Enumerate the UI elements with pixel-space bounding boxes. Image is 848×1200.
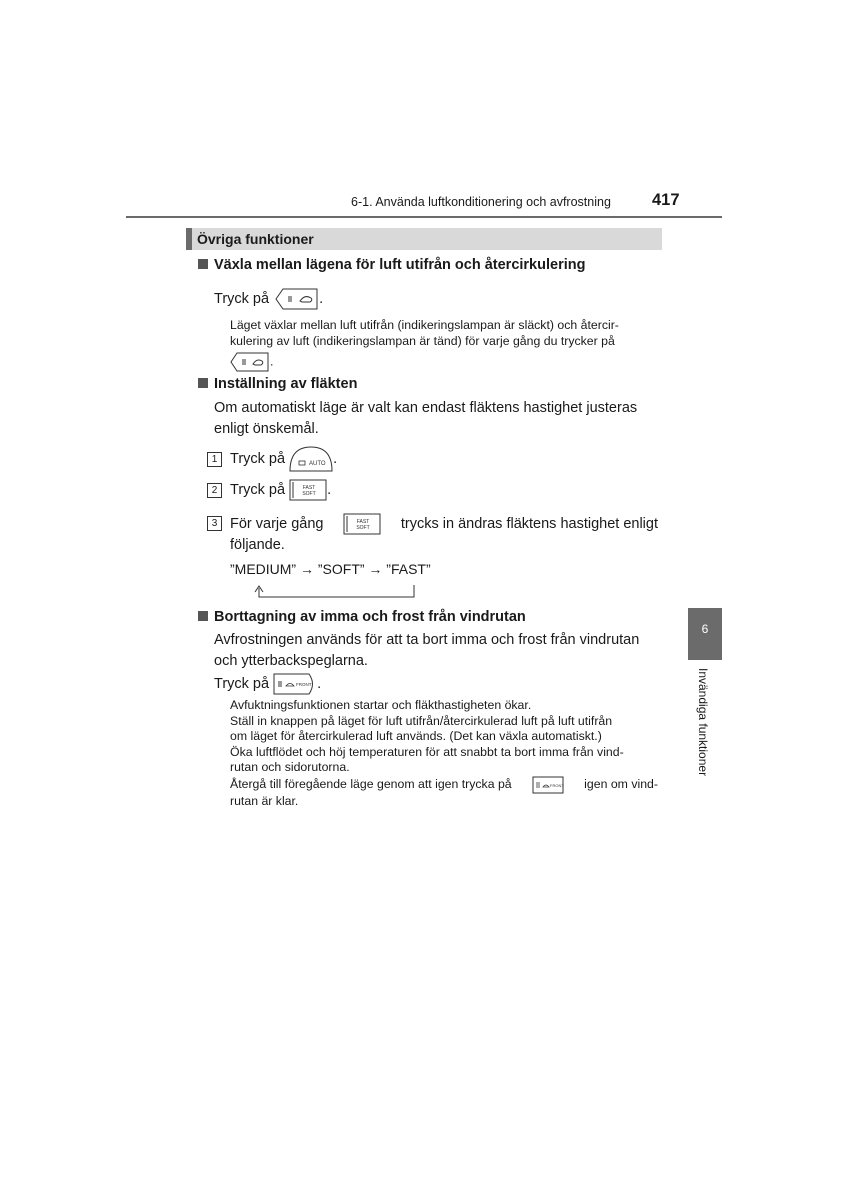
section-heading-bar	[186, 228, 662, 250]
page-number: 417	[652, 191, 680, 209]
defrost-press-line: Tryck på FRONT .	[214, 673, 660, 695]
step-1-text: Tryck på AUTO .	[230, 446, 337, 472]
svg-text:FAST: FAST	[356, 519, 370, 525]
fan-heading: Inställning av fläkten	[198, 376, 357, 392]
step-3-text: För varje gång FAST SOFT trycks in ändras fläktens hastighet enligt följande.	[230, 513, 660, 553]
chapter-title: 6-1. Använda luftkonditionering och avfrostning	[351, 195, 611, 209]
defrost-intro: Avfrostningen används för att ta bort imma och frost från vindrutan och ytterbackspeglarna.	[214, 632, 640, 669]
svg-text:FRONT: FRONT	[549, 782, 564, 788]
recirc-note: Läget växlar mellan luft utifrån (indikeringslampan är släckt) och återcir- kulering av luft (indikeringslampan är tänd) för varje gång du trycker på .	[230, 318, 660, 372]
section-accent	[186, 228, 192, 250]
step-number: 3	[207, 516, 222, 531]
chapter-tab	[688, 608, 722, 660]
fan-speed-button-icon	[343, 513, 381, 535]
svg-text:FRONT: FRONT	[296, 682, 312, 687]
defrost-heading: Borttagning av imma och frost från vindrutan	[198, 609, 526, 625]
recirc-heading: Växla mellan lägena för luft utifrån och återcirkulering	[198, 257, 585, 273]
bullet-square-icon	[198, 259, 208, 269]
front-defrost-button-icon	[273, 673, 317, 695]
bullet-square-icon	[198, 378, 208, 388]
recirc-button-icon	[230, 352, 270, 372]
svg-text:FAST: FAST	[302, 485, 316, 491]
step-2-text: Tryck på FAST SOFT .	[230, 479, 331, 501]
recirc-press-line: Tryck på .	[214, 288, 660, 310]
recirc-button-icon	[275, 288, 319, 310]
step-number: 2	[207, 483, 222, 498]
step-number: 1	[207, 452, 222, 467]
svg-text:SOFT: SOFT	[302, 491, 316, 497]
svg-text:AUTO: AUTO	[309, 461, 326, 467]
front-defrost-button-icon	[532, 776, 564, 794]
chapter-tab-label: Invändiga funktioner	[696, 668, 710, 777]
fan-sequence: ”MEDIUM” → ”SOFT” → ”FAST”	[230, 561, 431, 577]
svg-text:SOFT: SOFT	[356, 525, 370, 531]
fan-intro: Om automatiskt läge är valt kan endast fläktens hastighet justeras enligt önskemål.	[214, 400, 638, 437]
fan-speed-button-icon	[289, 479, 327, 501]
chapter-tab-number: 6	[701, 622, 709, 636]
auto-button-icon	[289, 446, 333, 472]
page-header	[0, 0, 848, 230]
cycle-arrow-icon	[250, 584, 420, 600]
section-title: Övriga funktioner	[197, 231, 314, 247]
bullet-square-icon	[198, 611, 208, 621]
defrost-notes: Avfuktningsfunktionen startar och fläkthastigheten ökar. Ställ in knappen på läget för luft utifrån/återcirkulerad luft på luft utifrån om läget för återcirkulerad luft används. (Det kan växla automatiskt.) Öka luftflödet och höj temperaturen för att snabbt ta bort imma från vind- rutan och sidorutorna. Återgå till föregående läge genom att igen trycka på FRONT igen om vind- rutan är klar.	[230, 698, 658, 808]
header-divider	[126, 216, 722, 218]
